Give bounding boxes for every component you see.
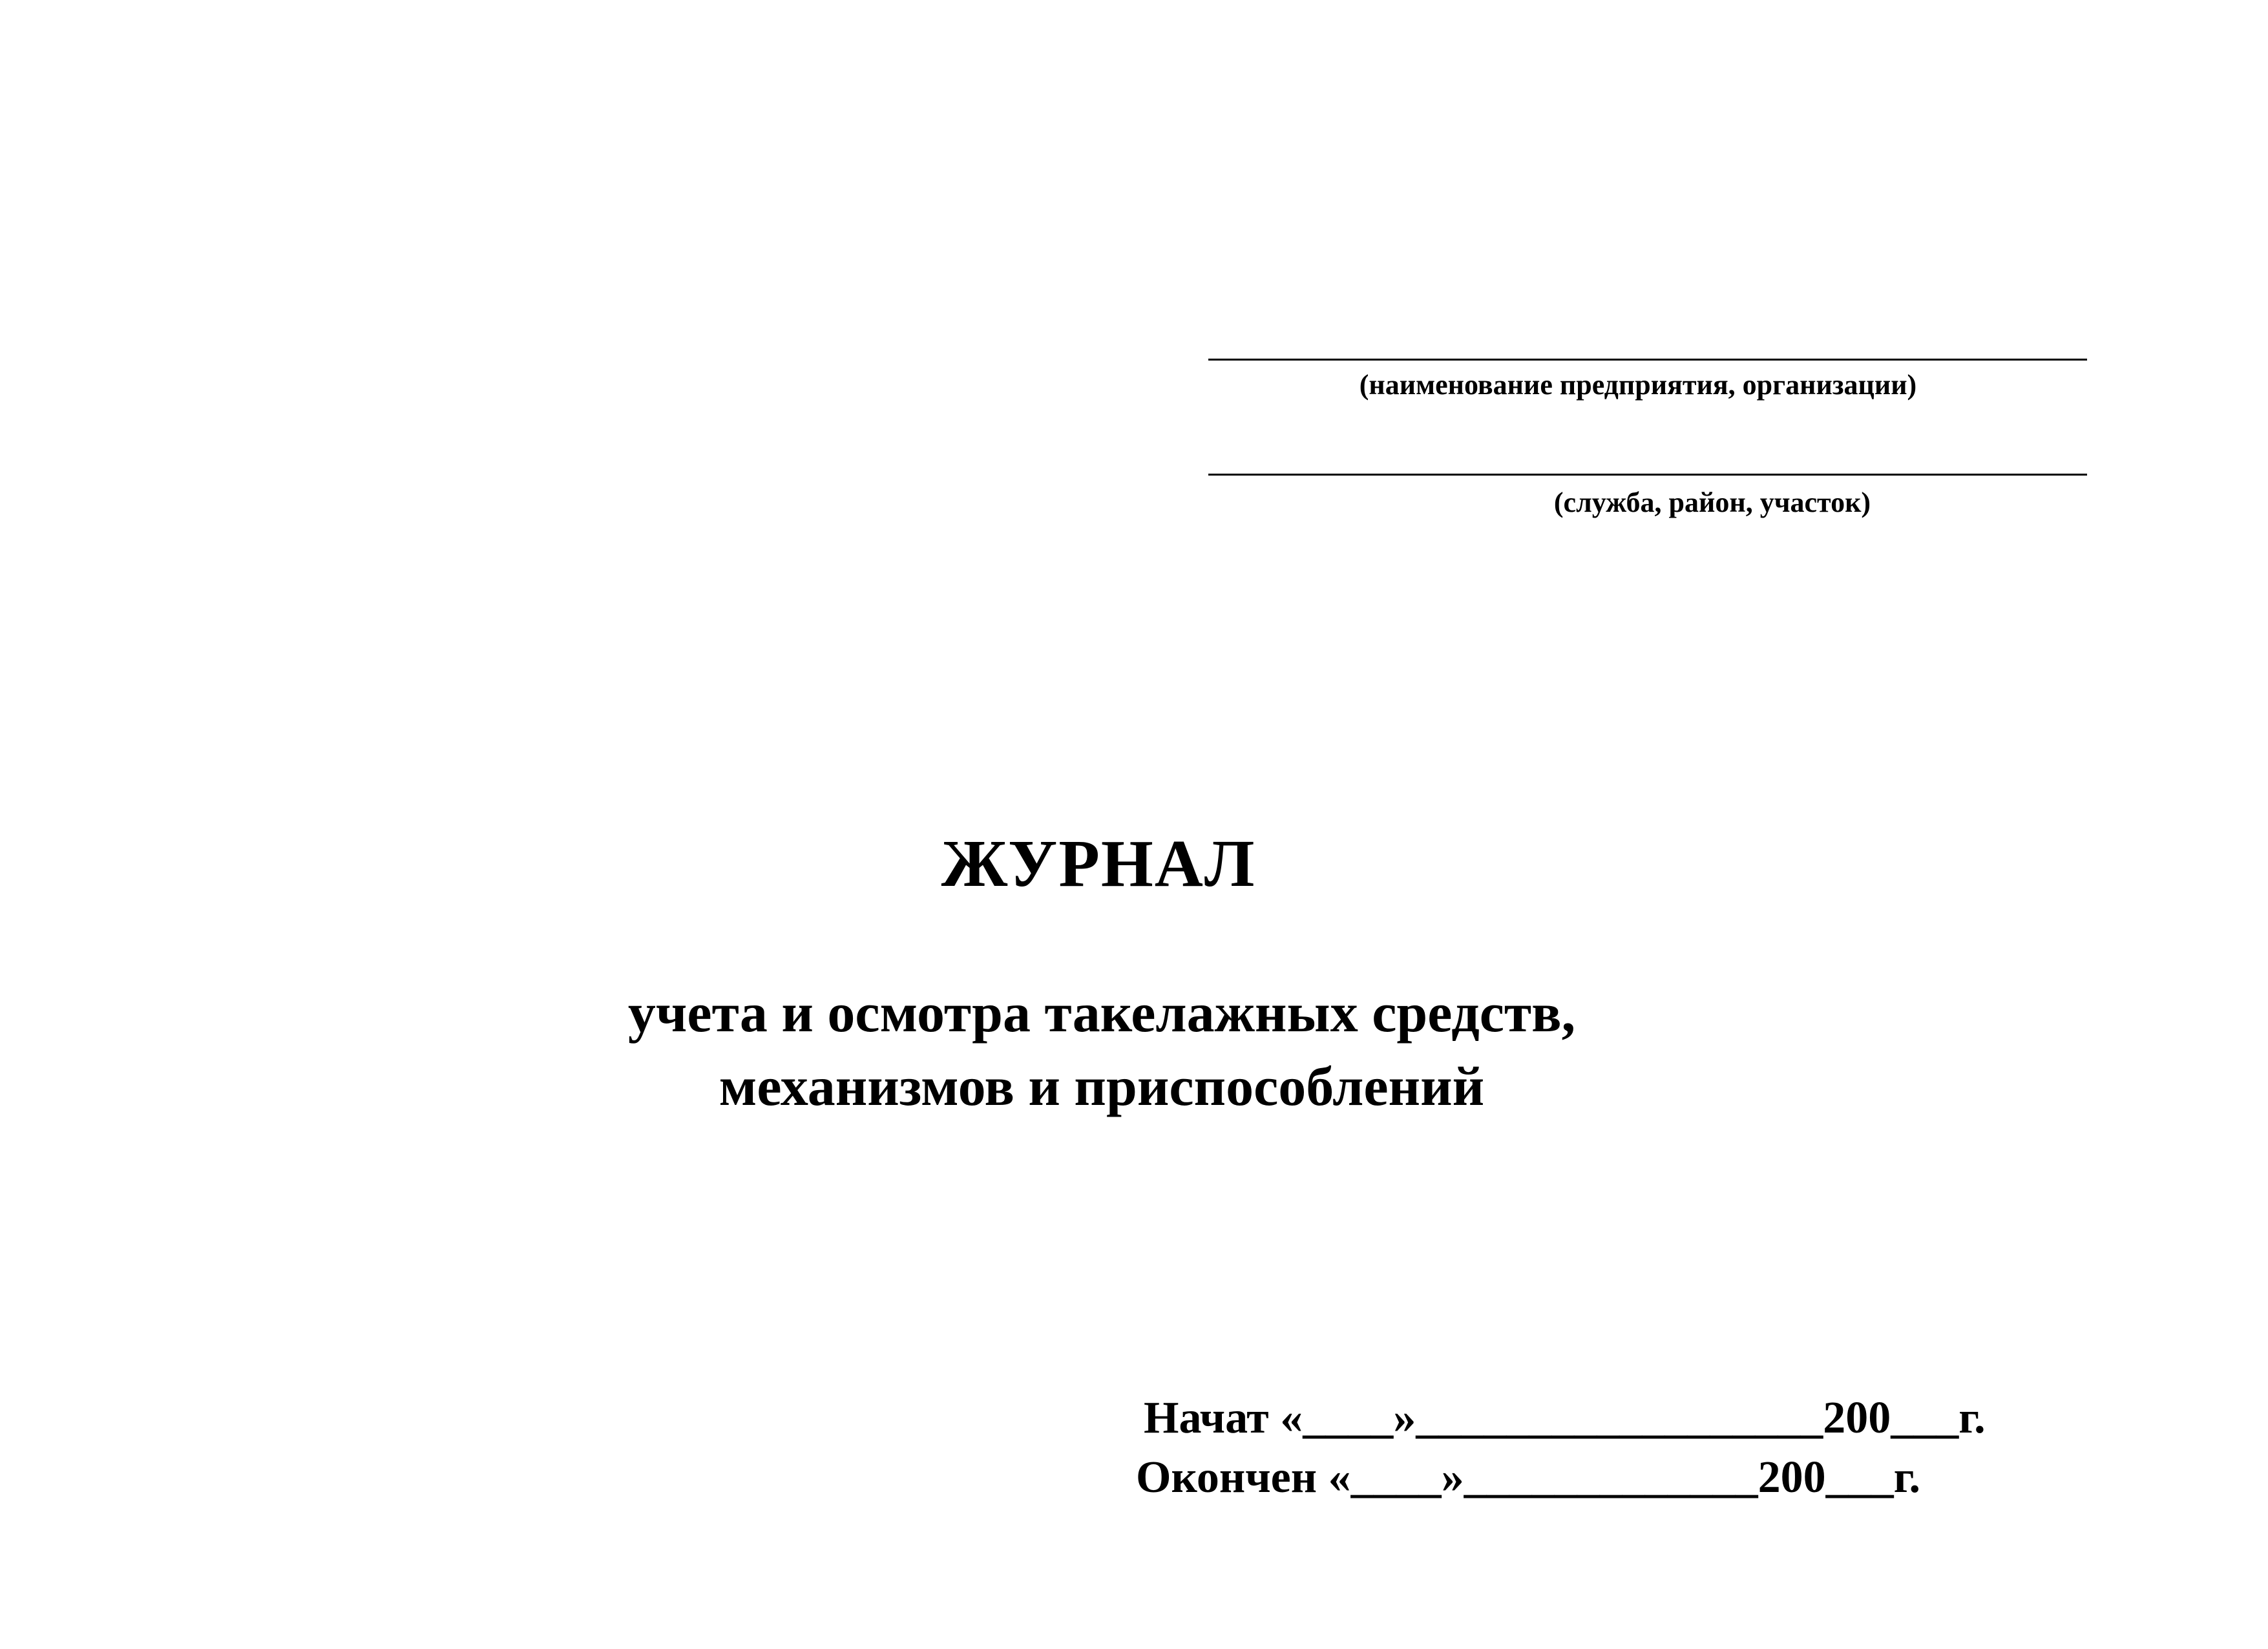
department-fill-line <box>1208 474 2087 476</box>
organization-caption: (наименование предприятия, организации) <box>1359 369 1917 401</box>
journal-title: ЖУРНАЛ <box>941 826 1256 901</box>
subtitle-line-1: учета и осмотра такелажных средств, <box>627 982 1576 1044</box>
organization-field <box>1208 359 2087 399</box>
start-date-line: Начат «____»__________________200___г. <box>1144 1393 1986 1443</box>
subtitle-line-2: механизмов и приспособлений <box>719 1055 1485 1117</box>
journal-subtitle <box>0 976 2203 1123</box>
department-field <box>1208 474 2087 517</box>
department-caption: (служба, район, участок) <box>1553 487 1871 518</box>
organization-fill-line <box>1208 359 2087 361</box>
end-date-line: Окончен «____»_____________200___г. <box>1136 1453 1920 1502</box>
